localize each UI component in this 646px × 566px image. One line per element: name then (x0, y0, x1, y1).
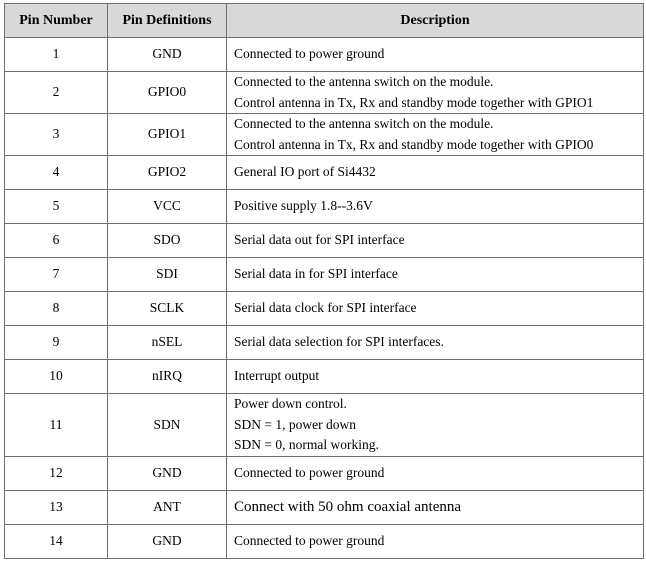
table-body (5, 38, 644, 559)
table-row (5, 224, 644, 258)
pin-definition-cell: VCC (108, 190, 227, 224)
description-line: Connected to the antenna switch on the module. (234, 74, 494, 89)
description-line: Serial data selection for SPI interfaces. (234, 334, 444, 350)
pin-definition-cell: GPIO0 (108, 72, 227, 114)
pin-definition-cell: GND (108, 456, 227, 490)
table-row (5, 114, 644, 156)
description-line: Connected to power ground (234, 46, 385, 62)
description-line: Serial data in for SPI interface (234, 266, 398, 282)
description-cell (227, 190, 644, 224)
description-cell (227, 326, 644, 360)
pin-definition-cell: SCLK (108, 292, 227, 326)
description-line: Control antenna in Tx, Rx and standby mode together with GPIO1 (234, 94, 594, 110)
pin-definition-cell: GPIO2 (108, 156, 227, 190)
pin-number-cell: 10 (5, 360, 108, 394)
pin-definition-cell: GND (108, 524, 227, 558)
pin-definition-cell: GPIO1 (108, 114, 227, 156)
table-row (5, 72, 644, 114)
description-line: Connected to power ground (234, 532, 385, 548)
description-cell (227, 394, 644, 457)
pin-number-cell: 13 (5, 490, 108, 524)
description-cell (227, 258, 644, 292)
table-row (5, 38, 644, 72)
pin-number-cell: 8 (5, 292, 108, 326)
description-line: Serial data clock for SPI interface (234, 300, 417, 316)
description-cell (227, 38, 644, 72)
description-cell (227, 360, 644, 394)
pin-definition-cell: SDO (108, 224, 227, 258)
table-row (5, 326, 644, 360)
pin-number-cell: 6 (5, 224, 108, 258)
description-cell (227, 456, 644, 490)
description-line: Connected to the antenna switch on the module. (234, 116, 494, 131)
description-line: Control antenna in Tx, Rx and standby mode together with GPIO0 (234, 136, 594, 152)
table-row (5, 490, 644, 524)
description-line: Power down control. (234, 396, 347, 411)
pin-definition-cell: SDI (108, 258, 227, 292)
description-line: General IO port of Si4432 (234, 164, 376, 180)
pin-definition-cell: ANT (108, 490, 227, 524)
table-row (5, 258, 644, 292)
pin-definition-cell: SDN (108, 394, 227, 457)
description-line: Connected to power ground (234, 464, 385, 480)
pin-number-cell: 4 (5, 156, 108, 190)
table-row (5, 190, 644, 224)
description-cell (227, 524, 644, 558)
table-row (5, 292, 644, 326)
pin-definition-table (4, 3, 644, 559)
pin-definition-cell: nIRQ (108, 360, 227, 394)
description-cell (227, 114, 644, 156)
pin-definition-cell: nSEL (108, 326, 227, 360)
table-row (5, 524, 644, 558)
description-cell (227, 292, 644, 326)
description-line: Serial data out for SPI interface (234, 232, 405, 248)
description-cell (227, 490, 644, 524)
description-line: Connect with 50 ohm coaxial antenna (234, 498, 462, 515)
pin-number-cell: 3 (5, 114, 108, 156)
table-header-row (5, 4, 644, 38)
table-row (5, 456, 644, 490)
description-cell (227, 72, 644, 114)
description-line: SDN = 1, power down (234, 416, 356, 432)
header-pin-definitions: Pin Definitions (108, 4, 227, 38)
table-row (5, 394, 644, 457)
description-line: SDN = 0, normal working. (234, 437, 379, 452)
description-cell (227, 156, 644, 190)
table-row (5, 156, 644, 190)
header-pin-number: Pin Number (5, 4, 108, 38)
pin-definition-cell: GND (108, 38, 227, 72)
pin-number-cell: 11 (5, 394, 108, 457)
pin-number-cell: 12 (5, 456, 108, 490)
description-line: Positive supply 1.8--3.6V (234, 198, 373, 214)
description-cell (227, 224, 644, 258)
pin-number-cell: 2 (5, 72, 108, 114)
pin-number-cell: 1 (5, 38, 108, 72)
header-description: Description (227, 4, 644, 38)
pin-number-cell: 14 (5, 524, 108, 558)
pin-number-cell: 9 (5, 326, 108, 360)
table-row (5, 360, 644, 394)
pin-number-cell: 7 (5, 258, 108, 292)
description-line: Interrupt output (234, 368, 320, 384)
pin-number-cell: 5 (5, 190, 108, 224)
